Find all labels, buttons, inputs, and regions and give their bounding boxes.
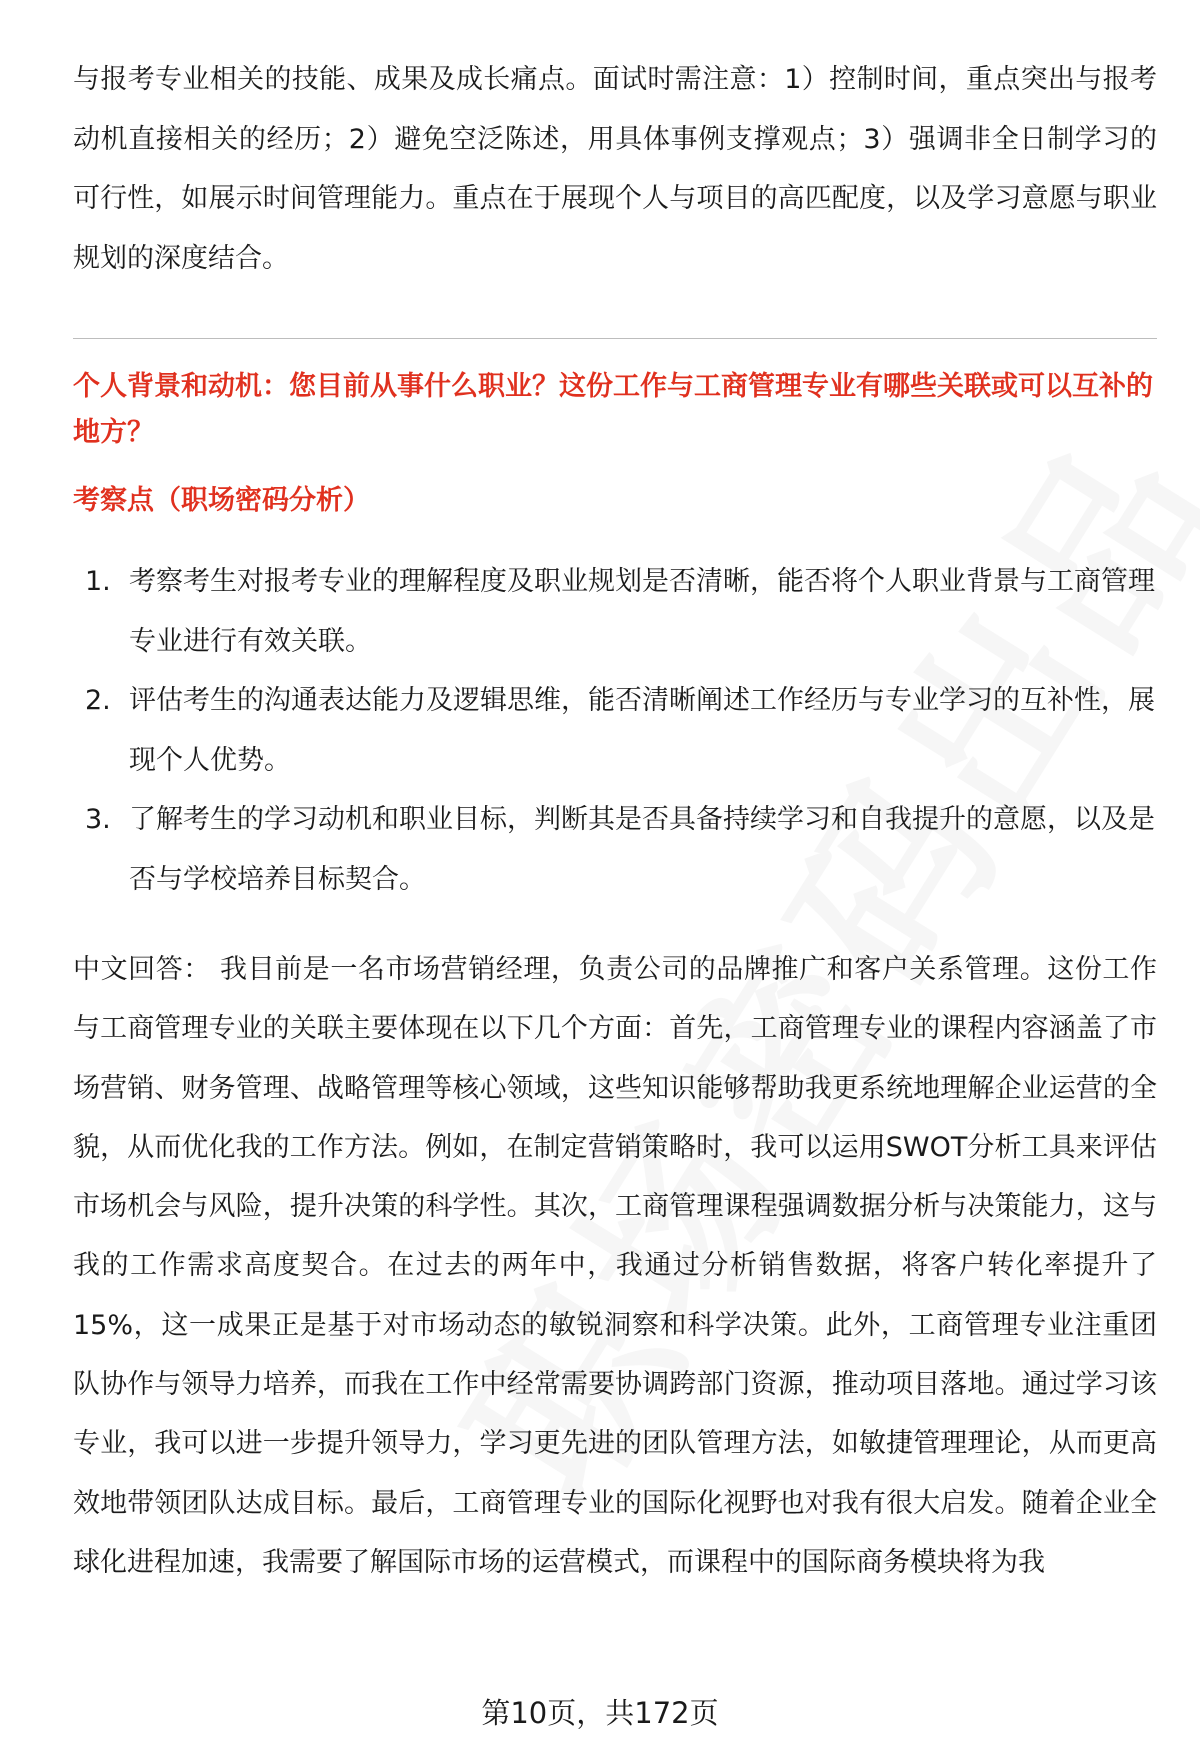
intro-paragraph: 与报考专业相关的技能、成果及成长痛点。面试时需注意：1）控制时间，重点突出与报考动机直接相关的经历；2）避免空泛陈述，用具体事例支撑观点；3）强调非全日制学习的可行性，如展示时间管理能力。重点在于展现个人与项目的高匹配度，以及学习意愿与职业规划的深度结合。 <box>73 64 1157 274</box>
assessment-points-list <box>73 552 1157 909</box>
answer-paragraph: 中文回答： 我目前是一名市场营销经理，负责公司的品牌推广和客户关系管理。这份工作与工商管理专业的关联主要体现在以下几个方面：首先，工商管理专业的课程内容涵盖了市场营销、财务管理、战略管理等核心领域，这些知识能够帮助我更系统地理解企业运营的全貌，从而优化我的工作方法。例如，在制定营销策略时，我可以运用SWOT分析工具来评估市场机会与风险，提升决策的科学性。其次，工商管理课程强调数据分析与决策能力，这与我的工作需求高度契合。在过去的两年中，我通过分析销售数据，将客户转化率提升了15%，这一成果正是基于对市场动态的敏锐洞察和科学决策。此外，工商管理专业注重团队协作与领导力培养，而我在工作中经常需要协调跨部门资源，推动项目落地。通过学习该专业，我可以进一步提升领导力，学习更先进的团队管理方法，如敏捷管理理论，从而更高效地带领团队达成目标。最后，工商管理专业的国际化视野也对我有很大启发。随着企业全球化进程加速，我需要了解国际市场的运营模式，而课程中的国际商务模块将为我 <box>73 954 1157 1578</box>
list-item-number: 2. <box>85 685 111 716</box>
list-item <box>73 790 1157 909</box>
list-item-text: 考察考生对报考专业的理解程度及职业规划是否清晰，能否将个人职业背景与工商管理专业进行有效关联。 <box>129 566 1155 657</box>
list-item <box>73 552 1157 671</box>
intro-section <box>73 50 1157 288</box>
list-item-number: 1. <box>85 566 111 597</box>
list-item-number: 3. <box>85 804 111 835</box>
section-divider <box>73 338 1157 339</box>
list-item-text: 了解考生的学习动机和职业目标，判断其是否具备持续学习和自我提升的意愿，以及是否与学校培养目标契合。 <box>129 804 1155 895</box>
question-heading: 个人背景和动机：您目前从事什么职业？这份工作与工商管理专业有哪些关联或可以互补的地方？ <box>73 371 1153 448</box>
list-item-text: 评估考生的沟通表达能力及逻辑思维，能否清晰阐述工作经历与专业学习的互补性，展现个人优势。 <box>129 685 1155 776</box>
assessment-points-heading: 考察点（职场密码分析） <box>73 485 370 516</box>
page-number-footer: 第10页，共172页 <box>481 1696 719 1730</box>
list-item <box>73 671 1157 790</box>
